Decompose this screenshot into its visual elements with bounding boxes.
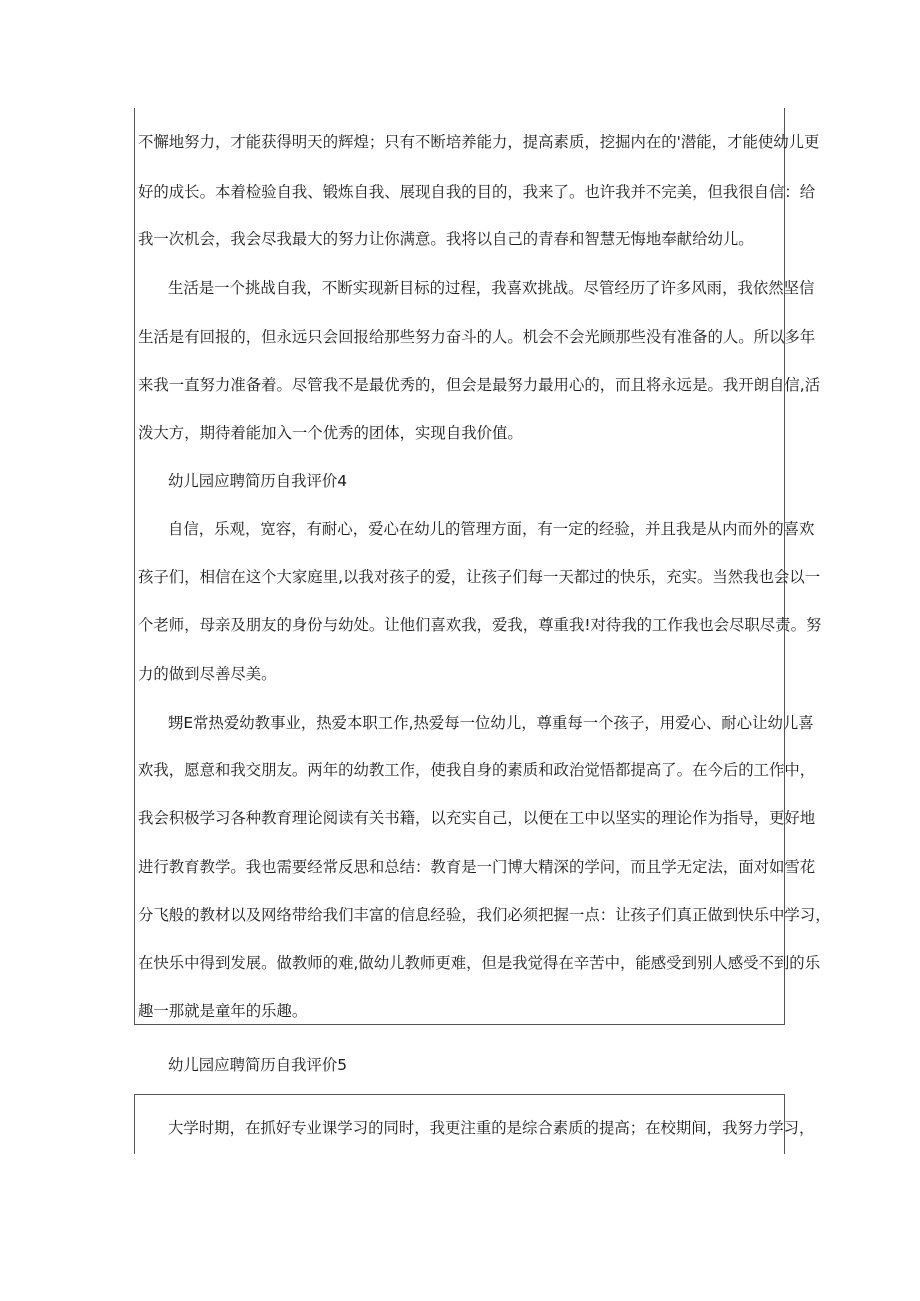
paragraph-d-line-5: 分飞般的教材以及网络带给我们丰富的信息经验，我们必须把握一点：让孩子们真正做到快乐中学习， xyxy=(138,906,831,924)
paragraph-a-line-1: 不懈地努力，才能获得明天的辉煌；只有不断培养能力，提高素质，挖掘内在的'潜能，才能使幼儿更 xyxy=(138,133,820,151)
paragraph-b-line-4: 泼大方，期待着能加入一个优秀的团体，实现自我价值。 xyxy=(138,424,523,442)
paragraph-d-line-7: 趣一那就是童年的乐趣。 xyxy=(138,1002,308,1020)
paragraph-c-line-4: 力的做到尽善尽美。 xyxy=(138,665,277,683)
paragraph-d-line-2: 欢我，愿意和我交朋友。两年的幼教工作，使我自身的素质和政治觉悟都提高了。在今后的工作中， xyxy=(138,761,816,779)
paragraph-d-line-4: 进行教育教学。我也需要经常反思和总结：教育是一门博大精深的学问，而且学无定法，面对如雪花 xyxy=(138,858,816,876)
paragraph-d-line-6: 在快乐中得到发展。做教师的难,做幼儿教师更难，但是我觉得在辛苦中，能感受到别人感受不到的乐 xyxy=(138,954,821,972)
paragraph-c-line-1: 自信，乐观，宽容，有耐心，爱心在幼儿的管理方面，有一定的经验，并且我是从内而外的喜欢 xyxy=(168,520,815,538)
paragraph-b-line-2: 生活是有回报的，但永远只会回报给那些努力奋斗的人。机会不会光顾那些没有准备的人。所以多年 xyxy=(138,328,816,346)
paragraph-c-line-3: 个老师，母亲及朋友的身份与幼处。让他们喜欢我，爱我，尊重我!对待我的工作我也会尽职尽责。努 xyxy=(138,616,822,634)
paragraph-d-line-3: 我会积极学习各种教育理论阅读有关书籍，以充实自己，以便在工中以坚实的理论作为指导，更好地 xyxy=(138,809,816,827)
paragraph-b-line-3: 来我一直努力准备着。尽管我不是最优秀的，但会是最努力最用心的，而且将永远是。我开朗自信,活 xyxy=(138,376,821,394)
paragraph-a-line-2: 好的成长。本着检验自我、锻炼自我、展现自我的目的，我来了。也许我并不完美，但我很自信：给 xyxy=(138,183,816,201)
section-heading-4: 幼儿园应聘简历自我评价4 xyxy=(168,472,348,490)
paragraph-e-line-1: 大学时期，在抓好专业课学习的同时，我更注重的是综合素质的提高；在校期间，我努力学习， xyxy=(168,1119,815,1137)
paragraph-a-line-3: 我一次机会，我会尽我最大的努力让你满意。我将以自己的青春和智慧无悔地奉献给幼儿。 xyxy=(138,230,754,248)
paragraph-c-line-2: 孩子们，相信在这个大家庭里,以我对孩子的爱，让孩子们每一天都过的快乐，充实。当然我也会以一 xyxy=(138,568,821,586)
section-heading-5: 幼儿园应聘简历自我评价5 xyxy=(168,1056,348,1074)
paragraph-d-line-1: 甥E常热爱幼教事业，热爱本职工作,热爱每一位幼儿，尊重每一个孩子，用爱心、耐心让幼儿喜 xyxy=(168,714,814,732)
paragraph-b-line-1: 生活是一个挑战自我，不断实现新目标的过程，我喜欢挑战。尽管经历了许多风雨，我依然坚信 xyxy=(168,279,815,297)
